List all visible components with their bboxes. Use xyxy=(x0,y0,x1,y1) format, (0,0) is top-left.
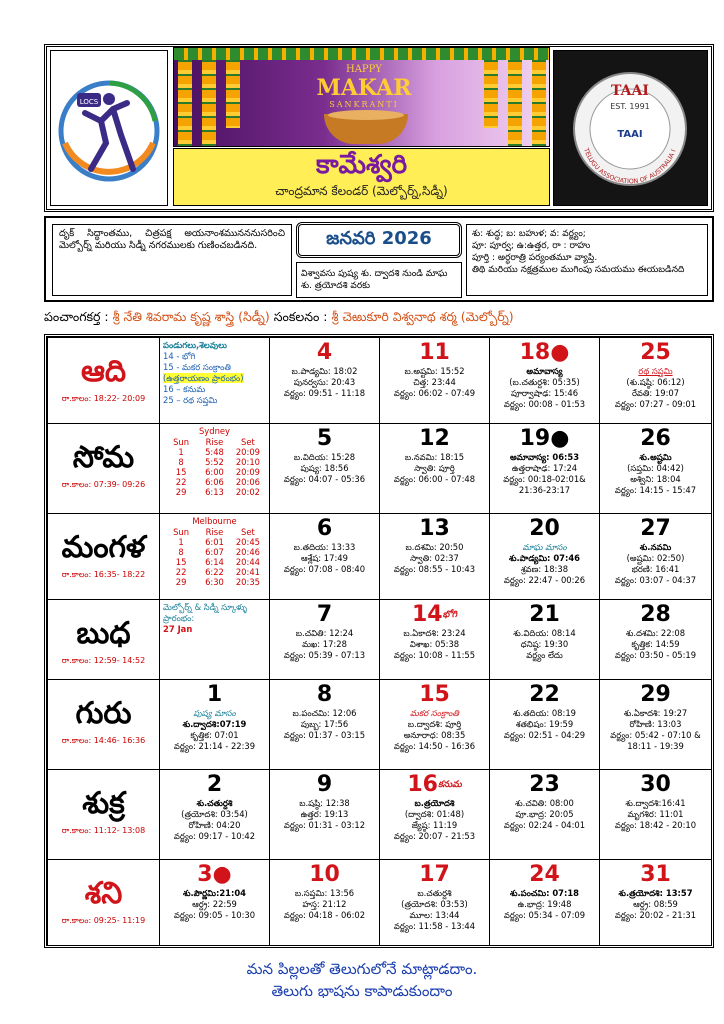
credits-author: శ్రీ నేతి శివరామ కృష్ణ శాస్త్రి (సిడ్నీ) xyxy=(112,309,270,324)
festival-item: 16 – కనుమ xyxy=(163,384,206,394)
cell: 20:09 xyxy=(235,447,260,457)
nakshatra: కృత్తిక: 07:01 xyxy=(190,730,239,740)
nakshatra: అశ్విని: 18:04 xyxy=(630,474,681,484)
tithi-detail: (బ.చతుర్దశి: 05:35) xyxy=(509,377,580,387)
varjyam: వర్జ్యం: 00:08 - 01:53 xyxy=(503,399,586,409)
varjyam: వర్జ్యం: 07:08 - 08:40 xyxy=(283,564,366,574)
tithi: బ.అష్టమి: 15:52 xyxy=(404,366,465,376)
nakshatra: ధనిష్ఠ: 19:30 xyxy=(520,639,569,649)
cell: 20:46 xyxy=(235,547,260,557)
day-label-saturday xyxy=(48,860,160,946)
date-cell-6 xyxy=(270,514,380,600)
school-start-box xyxy=(160,600,270,680)
date-cell-22 xyxy=(490,680,600,770)
nakshatra: జ్యేష్ఠ: 11:19 xyxy=(411,820,458,830)
nakshatra: కృత్తిక: 14:59 xyxy=(631,639,680,649)
credits-compiler: శ్రీ చెఱుకూరి విశ్వనాథ శర్మ (మెల్బోర్న్) xyxy=(331,309,514,324)
tithi: బ.పాడ్యమి: 18:02 xyxy=(291,366,358,376)
festivals-title: పండుగలు,శెలవులు xyxy=(163,340,227,350)
nakshatra: మూల: 13:44 xyxy=(409,910,460,920)
date-cell-11 xyxy=(380,338,490,424)
date-number: 31 xyxy=(640,862,671,887)
footer-slogan xyxy=(0,958,724,1002)
day-label-thursday xyxy=(48,680,160,770)
day-name: సోమ xyxy=(72,440,135,475)
rahu-kalam: రా.కాలం: 16:35- 18:22 xyxy=(61,570,146,579)
varjyam: వర్జ్యం: 11:58 - 13:44 xyxy=(393,921,476,931)
tithi: శు.చతుర్దశి xyxy=(196,798,233,808)
legend-line-4: తిథి మరియు నక్షత్రముల ముగింపు సమయము ఈయబడినది xyxy=(472,265,685,275)
nakshatra: శతభిషం: 19:59 xyxy=(515,719,574,729)
date-number xyxy=(380,772,489,798)
nakshatra: స్వాతి: 02:37 xyxy=(410,553,459,563)
date-cell-7 xyxy=(270,600,380,680)
date-cell-13 xyxy=(380,514,490,600)
credits-prefix: పంచాంగకర్త : xyxy=(44,309,113,324)
tithi: బ.చతుర్దశి xyxy=(417,888,452,898)
date-number: 6 xyxy=(316,516,333,541)
nakshatra: పునర్వసు: 20:43 xyxy=(293,377,356,387)
taai-seal-icon xyxy=(554,51,707,205)
nakshatra: శ్రవణ: 18:38 xyxy=(520,564,569,574)
cell: 5:52 xyxy=(205,457,224,467)
cell: 6:06 xyxy=(205,477,224,487)
varjyam: వర్జ్యం: 03:50 - 05:19 xyxy=(614,650,697,660)
tithi-detail: (సప్తమి: 04:42) xyxy=(627,463,684,473)
tithi: అమావాస్య: 06:53 xyxy=(509,452,580,462)
date-number: 1 xyxy=(206,682,223,707)
cell: 20:10 xyxy=(235,457,260,467)
tithi: బ.ద్వాదశి: పూర్తి xyxy=(407,719,462,729)
day-name: గురు xyxy=(75,696,132,731)
day-label-wednesday xyxy=(48,600,160,680)
date-number: 3● xyxy=(197,862,232,887)
calendar-grid xyxy=(44,334,714,948)
varjyam: వర్జ్యం: 01:37 - 03:15 xyxy=(283,730,366,740)
tithi-detail: (ద్వాదశి: 01:48) xyxy=(404,809,465,819)
varjyam: వర్జ్యం: 06:02 - 07:49 xyxy=(393,388,476,398)
nakshatra: రేవతి: 19:07 xyxy=(631,388,680,398)
nakshatra: రోహిణి: 13:03 xyxy=(629,719,682,729)
date-cell-14 xyxy=(380,600,490,680)
date-cell-10 xyxy=(270,860,380,946)
tithi: శు.ద్వాదశి:16:41 xyxy=(625,798,686,808)
date-number: 24 xyxy=(529,862,560,887)
school-date: 27 Jan xyxy=(163,624,193,634)
date-number: 15 xyxy=(419,682,450,707)
col-header: Rise xyxy=(205,527,224,537)
col-header: Sun xyxy=(173,527,190,537)
tithi: శు.అష్టమి xyxy=(639,452,672,462)
method-note: దృక్ సిద్ధాంతము, చిత్రపక్ష అయనాంశమునననుసరించి మెల్బోర్న్ మరియు సిడ్నీ నగరములకు గుణించబడినది. xyxy=(52,224,292,296)
festival-item: 25 – రథ సప్తమి xyxy=(163,395,218,405)
locs-logo xyxy=(50,50,168,206)
festival-item: 14 - భోగి xyxy=(163,351,196,361)
date-cell-30 xyxy=(600,770,712,860)
tithi: బ.త్రయోదశి xyxy=(414,798,455,808)
cell: 6:30 xyxy=(205,577,224,587)
tithi: శు.దశమి: 22:08 xyxy=(625,628,686,638)
day-name: శుక్ర xyxy=(82,786,125,821)
month-title: జనవరి 2026 xyxy=(296,222,462,258)
date-number: 8 xyxy=(316,682,333,707)
cell: 20:45 xyxy=(235,537,260,547)
melbourne-sun-table xyxy=(160,514,270,600)
tithi-detail: (అష్టమి: 02:50) xyxy=(626,553,685,563)
varjyam: వర్జ్యం: 07:27 - 09:01 xyxy=(614,399,697,409)
festival-tag: భోగి xyxy=(442,610,458,620)
varjyam: వర్జ్యం: 21:14 - 22:39 xyxy=(173,741,256,751)
varjyam: వర్జ్యం: 09:17 - 10:42 xyxy=(173,831,256,841)
tithi: శు.త్రయోదశి: 13:57 xyxy=(618,888,693,898)
date-number: 2 xyxy=(206,772,223,797)
varjyam-2: 21:36-23:17 xyxy=(518,485,571,495)
nakshatra: అనూరాధ: 08:35 xyxy=(403,730,466,740)
varjyam: వర్జ్యం: 02:51 - 04:29 xyxy=(503,730,586,740)
tithi: అమావాస్య xyxy=(526,366,563,376)
day-name: శని xyxy=(84,876,123,911)
calendar-title: కామేశ్వరి xyxy=(315,150,408,180)
festival-tag: కనుమ xyxy=(437,780,462,790)
date-number: 21 xyxy=(529,602,560,627)
legend-line-3: పూర్తి : అర్ధరాత్రి పర్యంతమూ వ్యాప్తి. xyxy=(472,253,598,263)
tithi: బ.ఏకాదశి: 23:24 xyxy=(403,628,466,638)
cell: 20:44 xyxy=(235,557,260,567)
date-cell-9 xyxy=(270,770,380,860)
date-cell-31 xyxy=(600,860,712,946)
cell: 6:00 xyxy=(205,467,224,477)
sydney-title: Sydney xyxy=(198,426,230,436)
date-cell-24 xyxy=(490,860,600,946)
tithi: (శు.షష్ఠి: 06:12) xyxy=(626,377,685,387)
date-number: 25 xyxy=(640,340,671,365)
varjyam: వర్జ్యం: 05:39 - 07:13 xyxy=(283,650,366,660)
tithi: శు.పాడ్యమి: 07:46 xyxy=(509,553,580,563)
nakshatra: హస్త: 21:12 xyxy=(302,899,347,909)
tithi: శు.తదియ: 08:19 xyxy=(513,708,576,718)
date-cell-3 xyxy=(160,860,270,946)
varjyam: వర్జ్యం లేదు xyxy=(526,650,563,660)
cell: 8 xyxy=(178,547,184,557)
cell: 6:01 xyxy=(205,537,224,547)
nakshatra: పూ.భాద్ర: 20:05 xyxy=(515,809,574,819)
date-number: 18● xyxy=(519,340,570,365)
cell: 1 xyxy=(178,537,184,547)
sankranti-banner xyxy=(173,47,550,147)
tithi: బ.తదియ: 13:33 xyxy=(293,542,356,552)
festival-item: (ఉత్తరాయణం ప్రారంభం) xyxy=(163,373,244,383)
tithi: శు.చవితి: 08:00 xyxy=(515,798,574,808)
tithi: శు.విదియ: 08:14 xyxy=(513,628,576,638)
cell: 8 xyxy=(178,457,184,467)
cell: 20:02 xyxy=(235,487,260,497)
cell: 29 xyxy=(175,577,187,587)
date-cell-21 xyxy=(490,600,600,680)
tithi: బ.దశమి: 20:50 xyxy=(405,542,464,552)
samvatsara-range: విశ్వావసు పుష్య శు. ద్వాదశి నుండి మాఘ శు. త్రయోదశి వరకు xyxy=(296,262,462,298)
legend-line-1: శు: శుద్ధ; బ: బహుళ; వ: వర్జ్యం; xyxy=(472,229,586,239)
tithi: బ.షష్ఠి: 12:38 xyxy=(299,798,350,808)
rahu-kalam: రా.కాలం: 07:39- 09:26 xyxy=(61,480,146,489)
date-cell-1 xyxy=(160,680,270,770)
varjyam: వర్జ్యం: 10:08 - 11:55 xyxy=(393,650,476,660)
col-header: Set xyxy=(241,527,255,537)
date-number xyxy=(380,602,489,628)
cell: 6:14 xyxy=(205,557,224,567)
date-cell-15 xyxy=(380,680,490,770)
tithi-detail: (త్రయోదశి: 03:54) xyxy=(181,809,248,819)
date-cell-19 xyxy=(490,424,600,514)
info-row xyxy=(44,216,714,302)
festival-label: రథ సప్తమి xyxy=(638,366,673,376)
nakshatra: రోహిణి: 04:20 xyxy=(188,820,241,830)
cell: 15 xyxy=(175,467,187,477)
festival-item: 15 - మకర సంక్రాంతి xyxy=(163,362,231,372)
varjyam: వర్జ్యం: 08:55 - 10:43 xyxy=(393,564,476,574)
varjyam: వర్జ్యం: 09:05 - 10:30 xyxy=(173,910,256,920)
col-header: Set xyxy=(241,437,255,447)
varjyam: వర్జ్యం: 18:42 - 20:10 xyxy=(614,820,697,830)
cell: 20:35 xyxy=(235,577,260,587)
rahu-kalam: రా.కాలం: 09:25- 11:19 xyxy=(61,916,146,925)
taai-inner-text: TAAI xyxy=(617,129,643,140)
varjyam: వర్జ్యం: 14:15 - 15:47 xyxy=(614,485,697,495)
date-number: 30 xyxy=(640,772,671,797)
tithi: శు.ఏకాదశి: 19:27 xyxy=(623,708,688,718)
tithi-detail: (త్రయోదశి: 03:53) xyxy=(401,899,468,909)
month-start: పుష్య మాసం xyxy=(193,708,236,718)
nakshatra: ఆశ్లేష: 17:49 xyxy=(301,553,348,563)
cell: 20:06 xyxy=(235,477,260,487)
rahu-kalam: రా.కాలం: 12:59- 14:52 xyxy=(61,656,146,665)
date-cell-4 xyxy=(270,338,380,424)
varjyam: వర్జ్యం: 06:00 - 07:48 xyxy=(393,474,476,484)
tithi: శు.పౌర్ణమి:21:04 xyxy=(182,888,247,898)
credits-mid: సంకలనం : xyxy=(269,309,332,324)
date-cell-29 xyxy=(600,680,712,770)
tithi: శు.ద్వాదశి:07:19 xyxy=(182,719,247,729)
calendar-subtitle: చాంద్రమాన కేలండర్ (మెల్బోర్న్,సిడ్నీ) xyxy=(275,184,448,198)
date-cell-23 xyxy=(490,770,600,860)
date-number: 27 xyxy=(640,516,671,541)
sydney-sun-table xyxy=(160,424,270,514)
footer-line-2: తెలుగు భాషను కాపాడుకుందాం xyxy=(271,982,453,1000)
nakshatra: స్వాతి: పూర్తి xyxy=(414,463,455,473)
date-cell-12 xyxy=(380,424,490,514)
nakshatra: పుబ్బ: 17:56 xyxy=(300,719,349,729)
cell: 6:07 xyxy=(205,547,224,557)
day-name: మంగళ xyxy=(61,530,146,565)
date-number: 9 xyxy=(316,772,333,797)
nakshatra: ఉ.భాద్ర: 19:48 xyxy=(517,899,572,909)
varjyam: వర్జ్యం: 20:02 - 21:31 xyxy=(614,910,697,920)
date-number: 19● xyxy=(519,426,570,451)
nakshatra: ఆర్ద్ర: 22:59 xyxy=(192,899,237,909)
banner-makar: MAKAR xyxy=(316,75,412,101)
locs-logo-text: LOCS xyxy=(79,98,99,106)
tithi: బ.సప్తమి: 13:56 xyxy=(294,888,355,898)
taai-ring-text: TELUGU ASSOCIATION OF AUSTRALIA I xyxy=(582,147,678,186)
date-cell-26 xyxy=(600,424,712,514)
date-number-value: 14 xyxy=(411,602,443,627)
nakshatra: ఉత్తర: 19:13 xyxy=(300,809,349,819)
col-header: Rise xyxy=(205,437,224,447)
varjyam: వర్జ్యం: 02:24 - 04:01 xyxy=(503,820,586,830)
day-label-friday xyxy=(48,770,160,860)
date-number: 26 xyxy=(640,426,671,451)
date-number: 17 xyxy=(419,862,450,887)
varjyam: వర్జ్యం: 05:42 - 07:10 & xyxy=(610,730,701,740)
date-number: 10 xyxy=(309,862,340,887)
nakshatra: మఖ: 17:28 xyxy=(302,639,347,649)
legend-box xyxy=(466,224,708,296)
date-number: 20 xyxy=(529,516,560,541)
varjyam: వర్జ్యం: 03:07 - 04:37 xyxy=(614,575,697,585)
date-cell-2 xyxy=(160,770,270,860)
cell: 6:13 xyxy=(205,487,224,497)
cell: 20:09 xyxy=(235,467,260,477)
nakshatra: చిత్త: 23:44 xyxy=(413,377,456,387)
varjyam: వర్జ్యం: 04:07 - 05:36 xyxy=(283,474,366,484)
date-number: 22 xyxy=(529,682,560,707)
varjyam: వర్జ్యం: 04:18 - 06:02 xyxy=(283,910,366,920)
varjyam: వర్జ్యం: 01:31 - 03:12 xyxy=(283,820,366,830)
tithi: శు.పంచమి: 07:18 xyxy=(509,888,580,898)
varjyam: వర్జ్యం: 20:07 - 21:53 xyxy=(393,831,476,841)
date-number: 28 xyxy=(640,602,671,627)
varjyam: వర్జ్యం: 05:34 - 07:09 xyxy=(503,910,586,920)
festival-label: మకర సంక్రాంతి xyxy=(410,708,459,718)
banner-sankranti: SANKRANTI xyxy=(329,100,399,109)
dancer-logo-icon xyxy=(51,51,167,205)
day-label-monday xyxy=(48,424,160,514)
varjyam: వర్జ్యం: 14:50 - 16:36 xyxy=(393,741,476,751)
date-cell-20 xyxy=(490,514,600,600)
nakshatra: మృగశిర: 11:01 xyxy=(627,809,684,819)
cell: 20:41 xyxy=(235,567,260,577)
tithi: బ.పంచమి: 12:06 xyxy=(292,708,357,718)
date-number-value: 16 xyxy=(407,772,438,797)
date-number: 4 xyxy=(316,340,333,365)
nakshatra: పుష్య: 18:56 xyxy=(300,463,349,473)
rahu-kalam: రా.కాలం: 11:12- 13:08 xyxy=(61,826,146,835)
cell: 22 xyxy=(175,477,187,487)
date-cell-27 xyxy=(600,514,712,600)
date-number: 23 xyxy=(529,772,560,797)
day-name: బుధ xyxy=(76,616,131,651)
banner-happy: HAPPY xyxy=(345,64,382,75)
day-label-tuesday xyxy=(48,514,160,600)
nakshatra: విశాఖ: 05:38 xyxy=(409,639,460,649)
tithi: శు.నవమి xyxy=(639,542,672,552)
nakshatra: ఆర్ద్ర: 08:59 xyxy=(633,899,678,909)
date-cell-28 xyxy=(600,600,712,680)
date-number: 13 xyxy=(419,516,450,541)
taai-top-text: TAAI xyxy=(611,83,649,99)
varjyam-2: 18:11 - 19:39 xyxy=(627,741,684,751)
footer-line-1: మన పిల్లలతో తెలుగులోనే మాట్లాడదాం. xyxy=(246,960,478,978)
month-start: మాఘ మాసం xyxy=(522,542,567,552)
melbourne-title: Melbourne xyxy=(192,516,237,526)
date-cell-17 xyxy=(380,860,490,946)
varjyam: వర్జ్యం: 09:51 - 11:18 xyxy=(283,388,366,398)
tithi: బ.నవమి: 18:15 xyxy=(404,452,465,462)
day-name: ఆది xyxy=(80,354,127,389)
cell: 6:22 xyxy=(205,567,224,577)
varjyam: వర్జ్యం: 00:18-02:01& xyxy=(503,474,586,484)
nakshatra: పూర్వాషాఢ: 15:46 xyxy=(510,388,579,398)
cell: 15 xyxy=(175,557,187,567)
legend-line-2: పూ: పూర్వ; ఉ:ఉత్తర, రా : రాహు xyxy=(472,241,591,251)
date-cell-16 xyxy=(380,770,490,860)
date-cell-25 xyxy=(600,338,712,424)
date-number: 12 xyxy=(419,426,450,451)
col-header: Sun xyxy=(173,437,190,447)
cell: 5:48 xyxy=(205,447,224,457)
cell: 22 xyxy=(175,567,187,577)
nakshatra: ఉత్తరాషాఢ: 17:24 xyxy=(511,463,578,473)
date-cell-8 xyxy=(270,680,380,770)
date-number: 11 xyxy=(419,340,450,365)
nakshatra: భరణి: 16:41 xyxy=(631,564,680,574)
varjyam: వర్జ్యం: 22:47 - 00:26 xyxy=(503,575,586,585)
date-number: 7 xyxy=(316,602,333,627)
tithi: బ.విదియ: 15:28 xyxy=(293,452,356,462)
taai-logo xyxy=(553,50,708,206)
date-cell-5 xyxy=(270,424,380,514)
credits-line xyxy=(44,306,724,328)
day-label-sunday xyxy=(48,338,160,424)
taai-est-text: EST. 1991 xyxy=(610,102,650,111)
rahu-kalam: రా.కాలం: 14:46- 16:36 xyxy=(61,736,146,745)
festivals-box xyxy=(160,338,270,424)
calendar-title-box xyxy=(173,148,550,206)
date-number: 29 xyxy=(640,682,671,707)
date-number: 5 xyxy=(316,426,333,451)
rahu-kalam: రా.కాలం: 18:22- 20:09 xyxy=(61,394,146,403)
school-text: మెల్బోర్న్ & సిడ్నీ స్కూళ్ళు ప్రారంభం: xyxy=(163,602,248,623)
tithi: బ.చవితి: 12:24 xyxy=(295,628,354,638)
cell: 29 xyxy=(175,487,187,497)
date-cell-18 xyxy=(490,338,600,424)
cell: 1 xyxy=(178,447,184,457)
